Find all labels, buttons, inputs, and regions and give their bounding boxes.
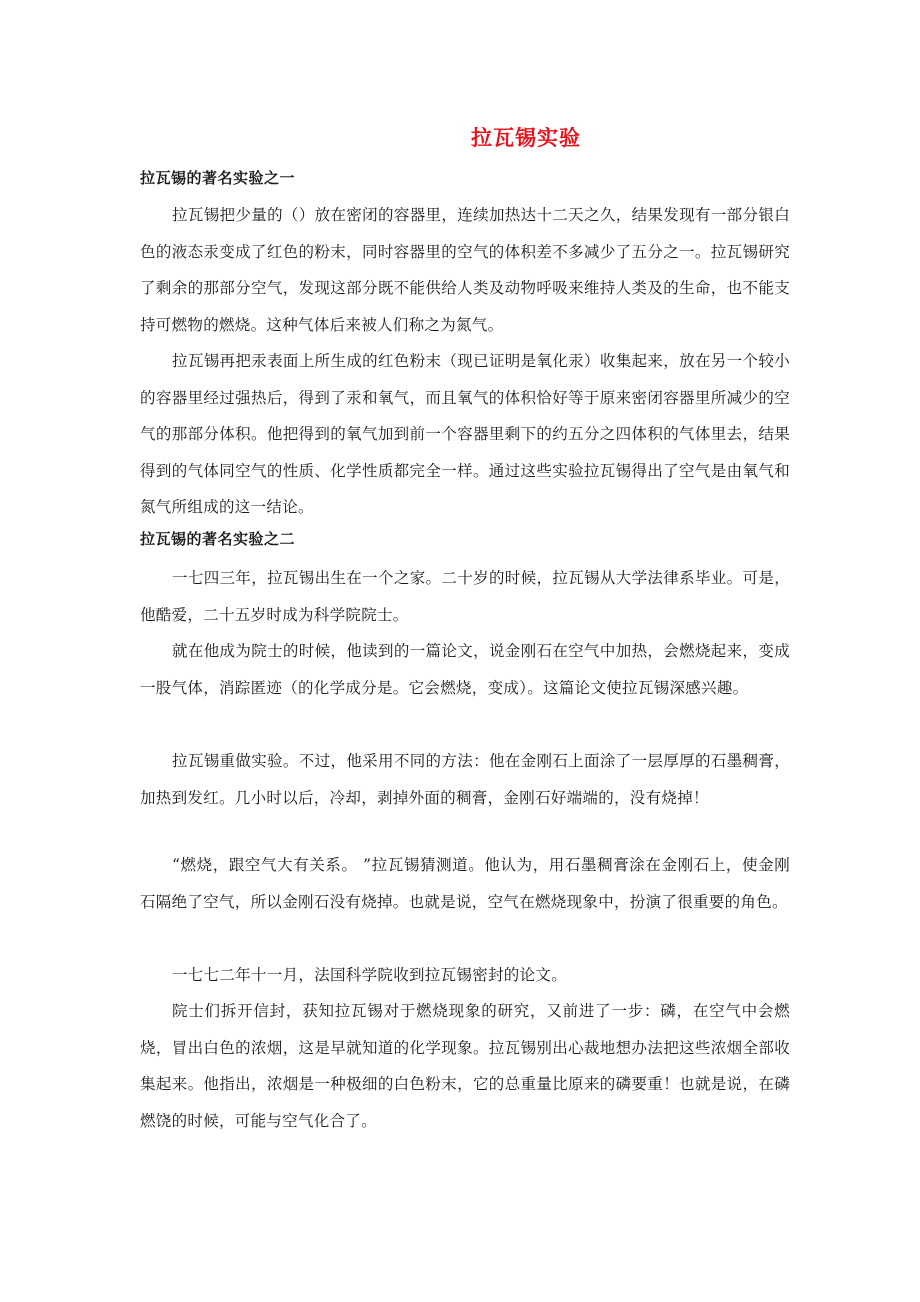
paragraph-2-1: 一七四三年，拉瓦锡出生在一个之家。二十岁的时候，拉瓦锡从大学法律系毕业。可是，他酷爱，二十五岁时成为科学院院士。 <box>140 569 790 624</box>
paragraph-2-5: 一七七二年十一月，法国科学院收到拉瓦锡密封的论文。 <box>172 966 568 984</box>
paragraph-2-3: 拉瓦锡重做实验。不过，他采用不同的方法：他在金刚石上面涂了一层厚厚的石墨稠膏，加热到发红。几小时以后，冷却，剥掉外面的稠膏，金刚石好端端的，没有烧掉！ <box>140 752 790 807</box>
paragraph-2-6: 院士们拆开信封，获知拉瓦锡对于燃烧现象的研究，又前进了一步：磷，在空气中会燃烧，冒出白色的浓烟，这是早就知道的化学现象。拉瓦锡别出心裁地想办法把这些浓烟全部收集起来。他指出，浓烟是一种极细的白色粉末，它的总重量比原来的磷要重！也就是说，在磷燃饶的时候，可能与空气化合了。 <box>140 1002 790 1130</box>
section-heading-2: 拉瓦锡的著名实验之二 <box>140 530 296 548</box>
paragraph-2-2: 就在他成为院士的时候，他读到的一篇论文，说金刚石在空气中加热，会燃烧起来，变成一股气体，消踪匿迹（的化学成分是。它会燃烧，变成）。这篇论文使拉瓦锡深感兴趣。 <box>140 642 790 697</box>
document-title: 拉瓦锡实验 <box>471 125 581 150</box>
paragraph-1-1: 拉瓦锡把少量的（）放在密闭的容器里，连续加热达十二天之久，结果发现有一部分银白色的液态汞变成了红色的粉末，同时容器里的空气的体积差不多减少了五分之一。拉瓦锡研究了剩余的那部分空气，发现这部分既不能供给人类及动物呼吸来维持人类及的生命，也不能支持可燃物的燃烧。这种气体后来被人们称之为氮气。 <box>140 206 790 334</box>
section-heading-1: 拉瓦锡的著名实验之一 <box>140 169 296 187</box>
paragraph-1-2: 拉瓦锡再把汞表面上所生成的红色粉末（现已证明是氧化汞）收集起来，放在另一个较小的容器里经过强热后，得到了汞和氧气，而且氧气的体积恰好等于原来密闭容器里所减少的空气的那部分体积。他把得到的氧气加到前一个容器里剩下的约五分之四体积的气体里去，结果得到的气体同空气的性质、化学性质都完全一样。通过这些实验拉瓦锡得出了空气是由氧气和氮气所组成的这一结论。 <box>140 352 790 516</box>
paragraph-2-4: “燃烧，跟空气大有关系。 ”拉瓦锡猜测道。他认为，用石墨稠膏涂在金刚石上，使金刚石隔绝了空气，所以金刚石没有烧掉。也就是说，空气在燃烧现象中，扮演了很重要的角色。 <box>140 856 790 911</box>
